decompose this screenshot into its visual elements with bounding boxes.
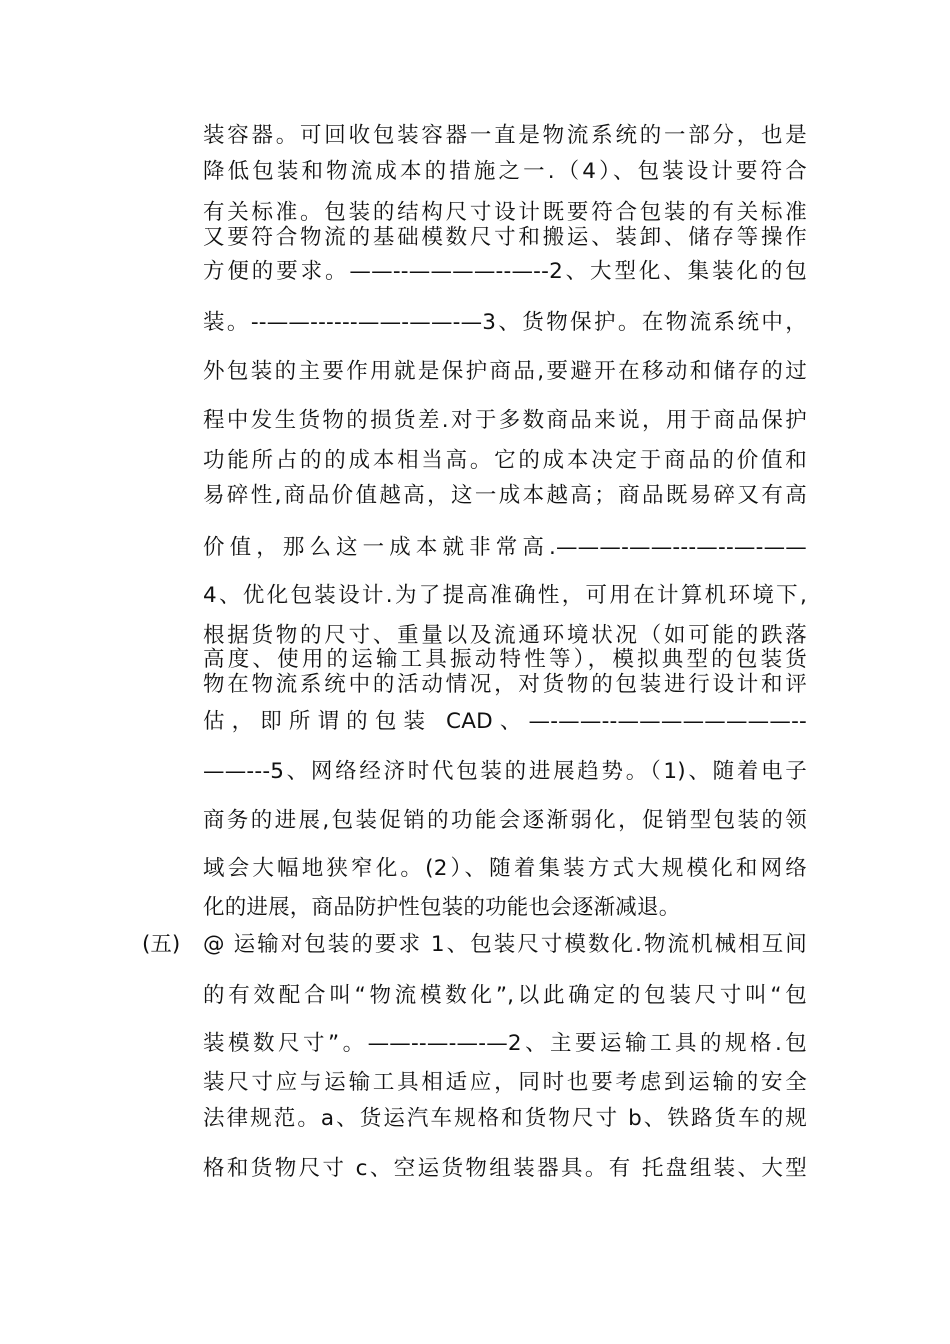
text-line-10: 易碎性,商品价值越高，这一成本越高；商品既易碎又有高 (203, 483, 807, 508)
text-line-5: 方便的要求。——--————--—--2、大型化、集装化的包 (203, 259, 807, 284)
text-line-9: 功能所占的的成本相当高。它的成本决定于商品的价值和 (203, 448, 807, 473)
text-line-2: 降低包装和物流成本的措施之一.（4）、包装设计要符合 (203, 159, 807, 184)
text-line-20: 化的进展，商品防护性包装的功能也会逐渐减退。 (203, 895, 681, 920)
text-line-22: 的有效配合叫“物流模数化”,以此确定的包装尺寸叫“包 (203, 983, 807, 1008)
text-line-17: ——---5、网络经济时代包装的进展趋势。（1)、随着电子 (203, 759, 807, 784)
text-line-7: 外包装的主要作用就是保护商品,要避开在移动和储存的过 (203, 359, 807, 384)
text-line-19: 域会大幅地狭窄化。(2）、随着集装方式大规模化和网络 (203, 856, 807, 881)
text-line-14: 高度、使用的运输工具振动特性等），模拟典型的包装货 (203, 647, 807, 672)
text-line-24: 装尺寸应与运输工具相适应，同时也要考虑到运输的安全 (203, 1070, 807, 1095)
text-line-11: 价值，那么这一成本就非常高.———-——---—--—-—— (203, 535, 807, 560)
section-marker: (五) (142, 932, 181, 957)
text-line-21: @ 运输对包装的要求 1、包装尺寸模数化.物流机械相互间 (203, 932, 807, 957)
text-line-15: 物在物流系统中的活动情况，对货物的包装进行设计和评 (203, 672, 807, 697)
text-line-3: 有关标准。包装的结构尺寸设计既要符合包装的有关标准 (203, 200, 807, 225)
text-line-1: 装容器。可回收包装容器一直是物流系统的一部分，也是 (203, 123, 807, 148)
text-line-12: 4、优化包装设计.为了提高准确性，可用在计算机环境下, (203, 583, 807, 608)
text-line-6: 装。--——------——-——-—3、货物保护。在物流系统中， (203, 310, 807, 335)
text-line-18: 商务的进展,包装促销的功能会逐渐弱化，促销型包装的领 (203, 808, 807, 833)
text-line-16: 估，即所谓的包装 CAD、—-——--————————-- (203, 709, 807, 734)
text-line-23: 装模数尺寸”。——--—-—-—2、主要运输工具的规格.包 (203, 1031, 807, 1056)
text-line-8: 程中发生货物的损货差.对于多数商品来说，用于商品保护 (203, 408, 807, 433)
text-line-13: 根据货物的尺寸、重量以及流通环境状况（如可能的跌落 (203, 623, 807, 648)
text-line-25: 法律规范。a、货运汽车规格和货物尺寸 b、铁路货车的规 (203, 1106, 807, 1131)
text-line-4: 又要符合物流的基础模数尺寸和搬运、装卸、储存等操作 (203, 225, 807, 250)
text-line-26: 格和货物尺寸 c、空运货物组装器具。有 托盘组装、大型 (203, 1156, 807, 1181)
